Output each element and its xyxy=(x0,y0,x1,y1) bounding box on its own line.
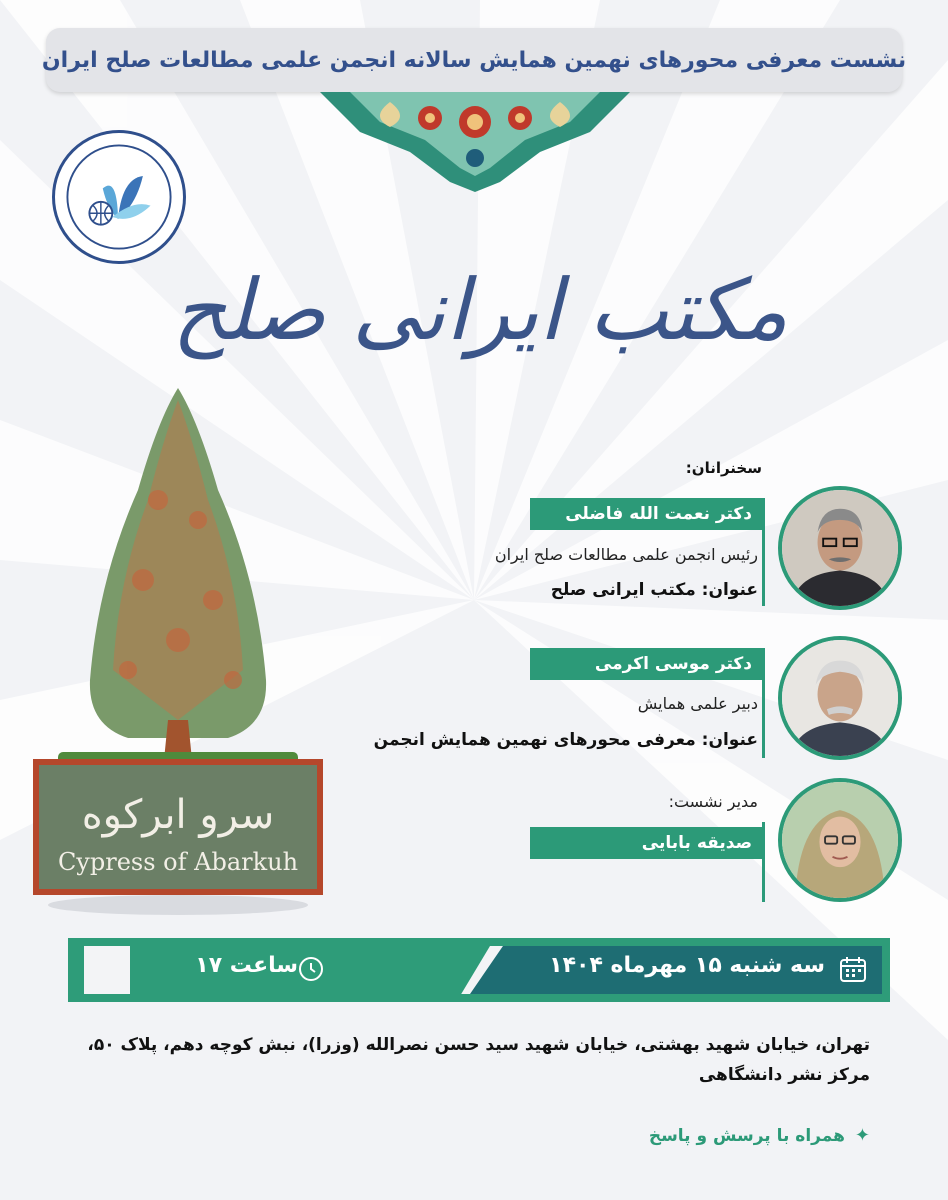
speaker-1-name-bar xyxy=(530,498,762,530)
moderator-name: صدیقه بابایی xyxy=(641,833,752,853)
speaker-1-name: دکتر نعمت الله فاضلی xyxy=(565,504,752,524)
moderator-portrait xyxy=(782,782,898,898)
tree-caption-en: Cypress of Abarkuh xyxy=(57,848,299,876)
footer-note xyxy=(649,1125,870,1146)
speaker-2-photo xyxy=(778,636,902,760)
banner-title: نشست معرفی محورهای نهمین همایش سالانه انجمن علمی مطالعات صلح ایران xyxy=(41,47,907,73)
speaker-2-portrait xyxy=(782,640,898,756)
tree-caption-fa: سرو ابرکوه xyxy=(81,792,275,838)
main-title xyxy=(172,225,788,395)
logo-emblem xyxy=(55,133,183,261)
speaker-2-divider xyxy=(762,648,765,758)
event-address: تهران، خیابان شهید بهشتی، خیابان شهید سید حسن نصرالله (وزرا)، نبش کوچه دهم، پلاک ۵۰، مرکز نشر دانشگاهی xyxy=(87,1035,870,1085)
speaker-1-role: رئیس انجمن علمی مطالعات صلح ایران xyxy=(494,545,758,564)
event-time: ساعت ۱۷ xyxy=(195,953,298,978)
clock-icon xyxy=(298,956,324,982)
speaker-1-topic: عنوان: مکتب ایرانی صلح xyxy=(550,580,758,600)
moderator-label: مدیر نشست: xyxy=(668,792,758,811)
cypress-tree-illustration xyxy=(28,380,328,920)
speaker-2-topic: عنوان: معرفی محورهای نهمین همایش انجمن xyxy=(373,730,758,750)
footer-note-text: همراه با پرسش و پاسخ xyxy=(648,1125,845,1146)
speaker-1-portrait xyxy=(782,490,898,606)
calendar-icon xyxy=(838,954,868,984)
sparkle-icon: ✦ xyxy=(854,1125,870,1146)
speaker-2-name-bar xyxy=(530,648,762,680)
speaker-1-photo xyxy=(778,486,902,610)
association-logo xyxy=(52,130,186,264)
moderator-name-bar xyxy=(530,827,762,859)
top-banner xyxy=(41,28,907,92)
moderator-photo xyxy=(778,778,902,902)
event-date: سه شنبه ۱۵ مهرماه ۱۴۰۴ xyxy=(549,953,825,978)
moderator-divider xyxy=(762,822,765,902)
speaker-2-name: دکتر موسی اکرمی xyxy=(594,654,752,674)
speaker-1-divider xyxy=(762,498,765,606)
speaker-2-role: دبیر علمی همایش xyxy=(637,694,758,713)
main-title-text: مکتب ایرانی صلح xyxy=(172,261,788,359)
speakers-label: سخنرانان: xyxy=(685,459,762,477)
decorative-ornament xyxy=(320,92,630,192)
